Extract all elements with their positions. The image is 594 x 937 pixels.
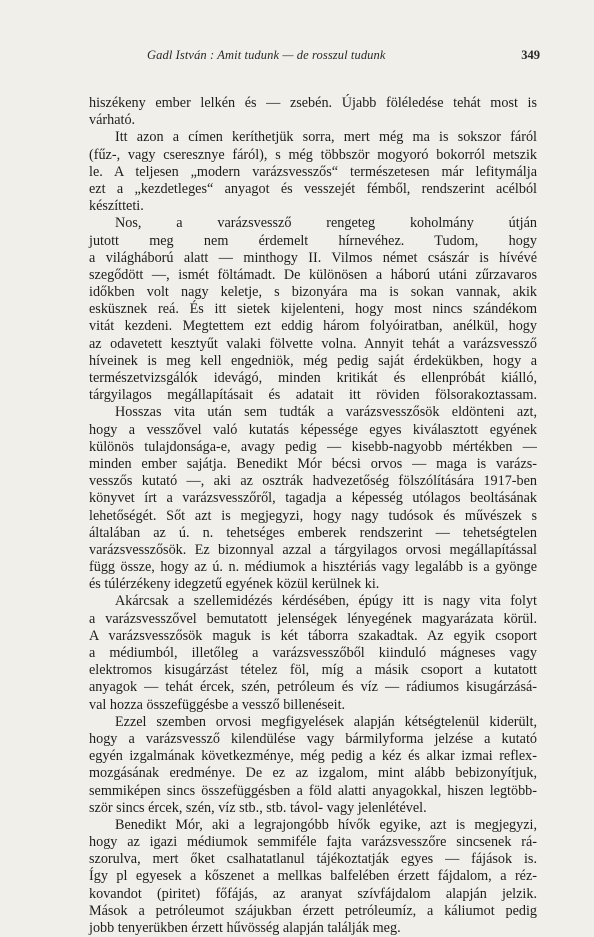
text-line: különös tulajdonsága-e, avagy pedig — kisebb-nagyobb mértékben — bbox=[89, 438, 537, 455]
text-line: Így pl egyesek a kőszenet a mellkas balfelében érzett fájdalom, a réz- bbox=[89, 868, 537, 885]
text-line: hogy az igazi médiumok semmiféle fajta varázsvesszőre sincsenek rá- bbox=[89, 834, 537, 851]
text-line: könyvet írt a varázsvesszőről, tagadja a képesség utólagos beoltásának bbox=[89, 490, 537, 507]
running-title: Gadl István : Amit tudunk — de rosszul tudunk bbox=[147, 48, 386, 62]
text-line: vitát kezdeni. Megtettem ezt eddig három folyóiratban, anélkül, hogy bbox=[89, 318, 537, 335]
text-line: esküsznek reá. És itt sietek kijelenteni, hogy most nincs szándékom bbox=[89, 301, 537, 318]
text-line: le. A teljesen „modern varázsvesszős“ természetesen már lefitymálja bbox=[89, 163, 537, 180]
text-line: jutott meg nem érdemelt hírnevéhez. Tudom, hogy bbox=[89, 232, 537, 249]
text-line: mozgásának eredménye. De ez az izgalom, mint alább bebizonyítjuk, bbox=[89, 765, 537, 782]
text-line: jobb tenyerükben érzett hűvösség alapján találják meg. bbox=[89, 920, 401, 936]
text-line: kovandot (piritet) főfájás, az aranyat szívfájdalom alapján jelzik. bbox=[89, 885, 537, 902]
text-line: tárgyilagos megállapításait és adatait itt röviden fölsorakoztassam. bbox=[89, 387, 537, 404]
text-line: vesszős kutató —, aki az osztrák hadvezetőség fölszólítására 1917-ben bbox=[89, 473, 537, 490]
text-line: semmiképen sincs összefüggésben a föld alatti anyagokkal, hiszen legtöbb- bbox=[89, 782, 537, 799]
text-line: időkben volt nagy keletje, s bizonyára ma is sokan vannak, akik bbox=[89, 284, 537, 301]
text-line: A varázsvesszősök maguk is két táborra szakadtak. Az egyik csoport bbox=[89, 627, 537, 644]
text-line: lehetőségét. Sőt azt is megjegyzi, hogy nagy tudósok és művészek s bbox=[89, 507, 537, 524]
text-line: Benedikt Mór, aki a legrajongóbb hívők egyike, azt is megjegyzi, bbox=[115, 816, 537, 833]
text-line: minden ember sajátja. Benedikt Mór bécsi orvos — maga is varázs- bbox=[89, 455, 537, 472]
body-text bbox=[89, 95, 537, 937]
text-line: anyagok — tehát ércek, szén, petróleum és víz — rádiumos kisugárzásá- bbox=[89, 679, 537, 696]
text-line: hogy a varázsvessző kilendülése vagy bármilyforma jelzése a kutató bbox=[89, 730, 537, 747]
text-line: a médiumból, illetőleg a varázsvesszőből kiinduló mágneses vagy bbox=[89, 645, 537, 661]
text-line: a világháború alatt — minthogy II. Vilmos német császár is hívévé bbox=[89, 249, 537, 266]
text-line: várható. bbox=[89, 112, 136, 129]
text-line: természetvizsgálók idevágó, minden kritikát és ellenpróbát kiálló, bbox=[89, 370, 537, 386]
text-line: val hozza összefüggésbe a vessző billenéseit. bbox=[89, 696, 346, 713]
text-line: hogy a vesszővel való kutatás képessége egyes kiválasztott egyének bbox=[89, 421, 537, 438]
text-line: Itt azon a címen keríthetjük sorra, mert még ma is sokszor fáról bbox=[115, 129, 537, 146]
text-line: (fűz-, vagy cseresznye fáról), s még többször mogyoró bokorról metszik bbox=[89, 146, 537, 163]
page-header bbox=[90, 48, 540, 66]
text-line: Nos, a varázsvessző rengeteg koholmány útján bbox=[115, 215, 537, 232]
text-line: elektromos kisugárzást tételez föl, míg a másik csoport a kutatott bbox=[89, 662, 537, 679]
text-line: és túlérzékeny idegzetű egyének közül kerülnek ki. bbox=[89, 576, 380, 593]
text-line: Akárcsak a szellemidézés kérdésében, épúgy itt is nagy vita folyt bbox=[115, 593, 537, 610]
text-line: varázsvesszősök. Ez bizonnyal azzal a tárgyilagos orvosi megállapítással bbox=[89, 541, 537, 558]
text-line: a varázsvesszővel bemutatott jelenségek lényegének magyarázata körül. bbox=[89, 610, 537, 627]
text-line: hiszékeny ember lelkén és — zsebén. Újabb föléledése tehát most is bbox=[89, 95, 537, 111]
text-line: szegődött —, ismét föltámadt. De különösen a háború utáni zűrzavaros bbox=[89, 266, 537, 283]
text-line: az odavetett kesztyűt valaki fölvette volna. Annyit tehát a varázsvessző bbox=[89, 335, 537, 352]
text-line: általában az ú. n. tehetséges emberek rendszerint — tehetségtelen bbox=[89, 524, 537, 541]
text-line: függ össze, hogy az ú. n. médiumok a hisztériás vagy legalább is a gyönge bbox=[89, 559, 537, 576]
page-number: 349 bbox=[521, 48, 540, 62]
text-line: Mások a petróleumot szájukban érzett petróleumíz, a káliumot pedig bbox=[89, 902, 537, 919]
text-line: egyén izgalmának következménye, még pedig a kéz és alkar izmai reflex- bbox=[89, 748, 537, 765]
text-line: ször sincs ércek, szén, víz stb., stb. távol- vagy jelenlétével. bbox=[89, 799, 427, 816]
text-line: híveinek is meg kell engedniök, még pedig saját érdekükben, hogy a bbox=[89, 352, 537, 369]
text-line: Hosszas vita után sem tudták a varázsvesszősök eldönteni azt, bbox=[115, 404, 537, 421]
text-line: szorulva, mert őket csalhatatlanul tájékoztatják egyes — fájások is. bbox=[89, 851, 537, 868]
text-line: ezt a „kezdetleges“ anyagot és vesszejét fémből, rendszerint acélból bbox=[89, 180, 537, 197]
text-line: készítteti. bbox=[89, 198, 144, 215]
text-line: Ezzel szemben orvosi megfigyelések alapján kétségtelenül kiderült, bbox=[115, 713, 537, 730]
